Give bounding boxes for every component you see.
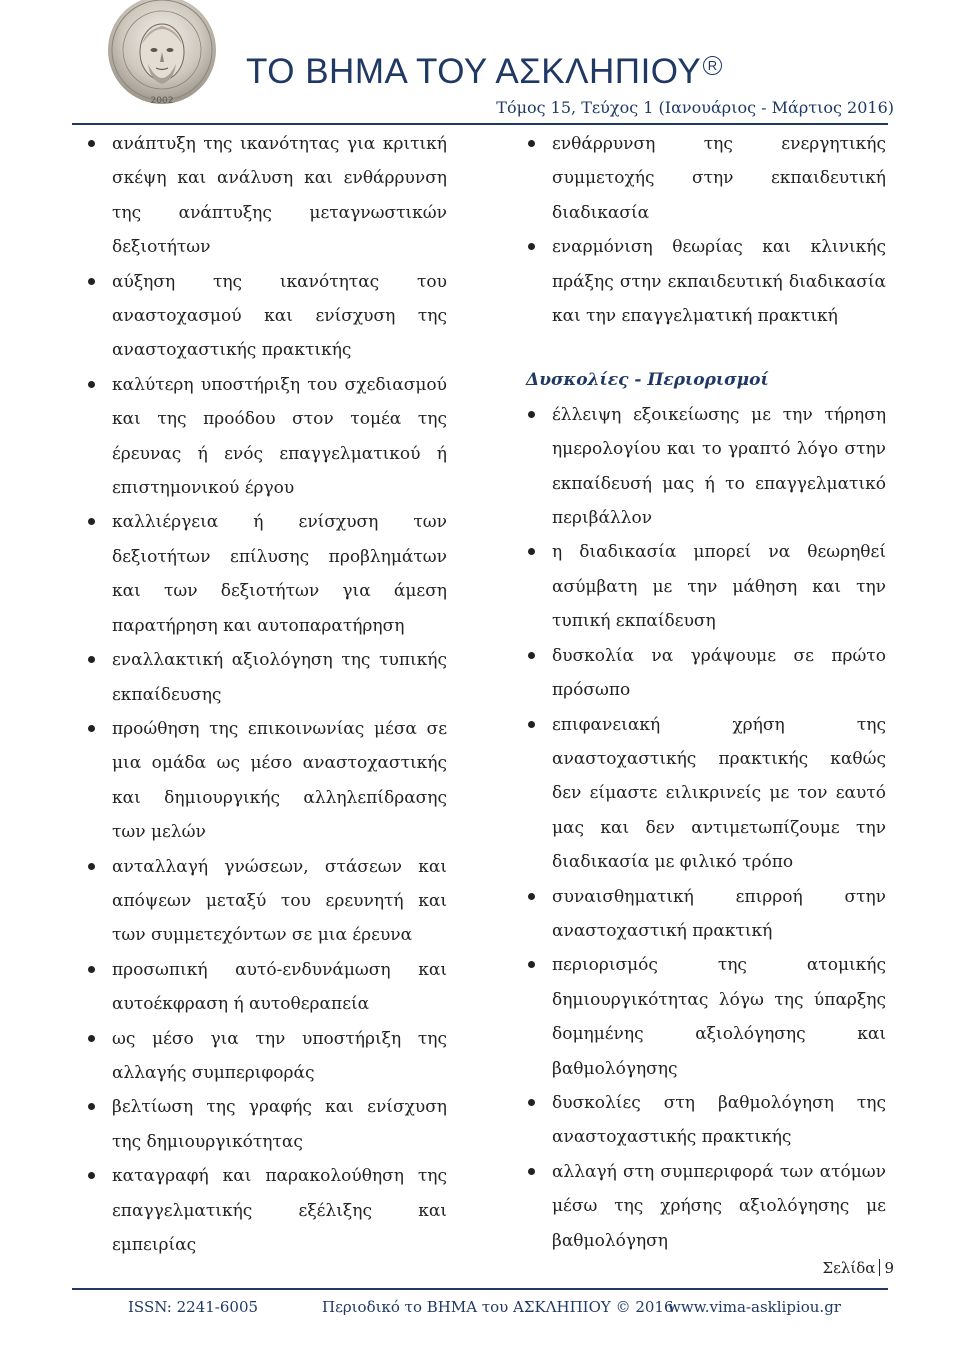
journal-logo [108,0,216,112]
list-item: προσωπική αυτό-ενδυνάμωση και αυτοέκφραση ή αυτοθεραπεία [86,953,447,1022]
list-item: έλλειψη εξοικείωσης με την τήρηση ημερολογίου και το γραπτό λόγο στην εκπαίδευσή μας ή το επαγγελματικό περιβάλλον [526,398,886,536]
list-item: βελτίωση της γραφής και ενίσχυση της δημιουργικότητας [86,1090,447,1159]
footer-website-link[interactable]: www.vima-asklipiou.gr [668,1298,841,1316]
list-item: ενθάρρυνση της ενεργητικής συμμετοχής στην εκπαιδευτική διαδικασία [526,127,886,230]
list-item: καλύτερη υποστήριξη του σχεδιασμού και της προόδου στον τομέα της έρευνας ή ενός επαγγελματικού ή επιστημονικού έργου [86,368,447,506]
list-item: προώθηση της επικοινωνίας μέσα σε μια ομάδα ως μέσο αναστοχαστικής και δημιουργικής αλληλεπίδρασης των μελών [86,712,447,850]
list-item: καταγραφή και παρακολούθηση της επαγγελματικής εξέλιξης και εμπειρίας [86,1159,447,1262]
benefits-list [526,127,886,333]
difficulties-list [526,398,886,1258]
left-column [86,127,447,1262]
list-item: ως μέσο για την υποστήριξη της αλλαγής συμπεριφοράς [86,1022,447,1091]
page-number: Σελίδα 9 [822,1259,894,1277]
list-item: ανταλλαγή γνώσεων, στάσεων και απόψεων μεταξύ του ερευνητή και των συμμετεχόντων σε μια έρευνα [86,850,447,953]
right-column [526,127,886,1258]
list-item: περιορισμός της ατομικής δημιουργικότητας λόγω της ύπαρξης δομημένης αξιολόγησης και βαθμολόγησης [526,948,886,1086]
list-item: συναισθηματική επιρροή στην αναστοχαστική πρακτική [526,880,886,949]
header-rule [72,123,888,125]
list-item: αύξηση της ικανότητας του αναστοχασμού και ενίσχυση της αναστοχαστικής πρακτικής [86,265,447,368]
section-heading: Δυσκολίες - Περιορισμοί [526,370,769,391]
footer-journal: Περιοδικό το ΒΗΜΑ του ΑΣΚΛΗΠΙΟΥ © 2016 [322,1298,674,1316]
objectives-list [86,127,447,1262]
list-item: δυσκολίες στη βαθμολόγηση της αναστοχαστικής πρακτικής [526,1086,886,1155]
list-item: καλλιέργεια ή ενίσχυση των δεξιοτήτων επίλυσης προβλημάτων και των δεξιοτήτων για άμεση παρατήρηση και αυτοπαρατήρηση [86,505,447,643]
asclepius-bust-logo [108,0,216,112]
list-item: δυσκολία να γράψουμε σε πρώτο πρόσωπο [526,639,886,708]
svg-text:2002: 2002 [150,96,174,106]
registered-mark-icon: R [703,56,722,75]
page-number-divider [879,1259,880,1276]
list-item: αλλαγή στη συμπεριφορά των ατόμων μέσω της χρήσης αξιολόγησης με βαθμολόγηση [526,1155,886,1258]
list-item: ανάπτυξη της ικανότητας για κριτική σκέψη και ανάλυση και ενθάρρυνση της ανάπτυξης μεταγνωστικών δεξιοτήτων [86,127,447,265]
list-item: η διαδικασία μπορεί να θεωρηθεί ασύμβατη με την μάθηση και την τυπική εκπαίδευση [526,535,886,638]
journal-title: ΤΟ ΒΗΜΑ ΤΟΥ ΑΣΚΛΗΠΙΟΥ R [246,52,722,92]
list-item: επιφανειακή χρήση της αναστοχαστικής πρακτικής καθώς δεν είμαστε ειλικρινείς με τον εαυτό μας και δεν αντιμετωπίζουμε την διαδικασία με φιλικό τρόπο [526,708,886,880]
list-item: εναρμόνιση θεωρίας και κλινικής πράξης στην εκπαιδευτική διαδικασία και την επαγγελματική πρακτική [526,230,886,333]
list-item: εναλλακτική αξιολόγηση της τυπικής εκπαίδευσης [86,643,447,712]
footer-rule [72,1288,888,1290]
footer-issn: ISSN: 2241-6005 [128,1298,259,1316]
issue-info: Τόμος 15, Τεύχος 1 (Ιανουάριος - Μάρτιος 2016) [496,98,894,117]
